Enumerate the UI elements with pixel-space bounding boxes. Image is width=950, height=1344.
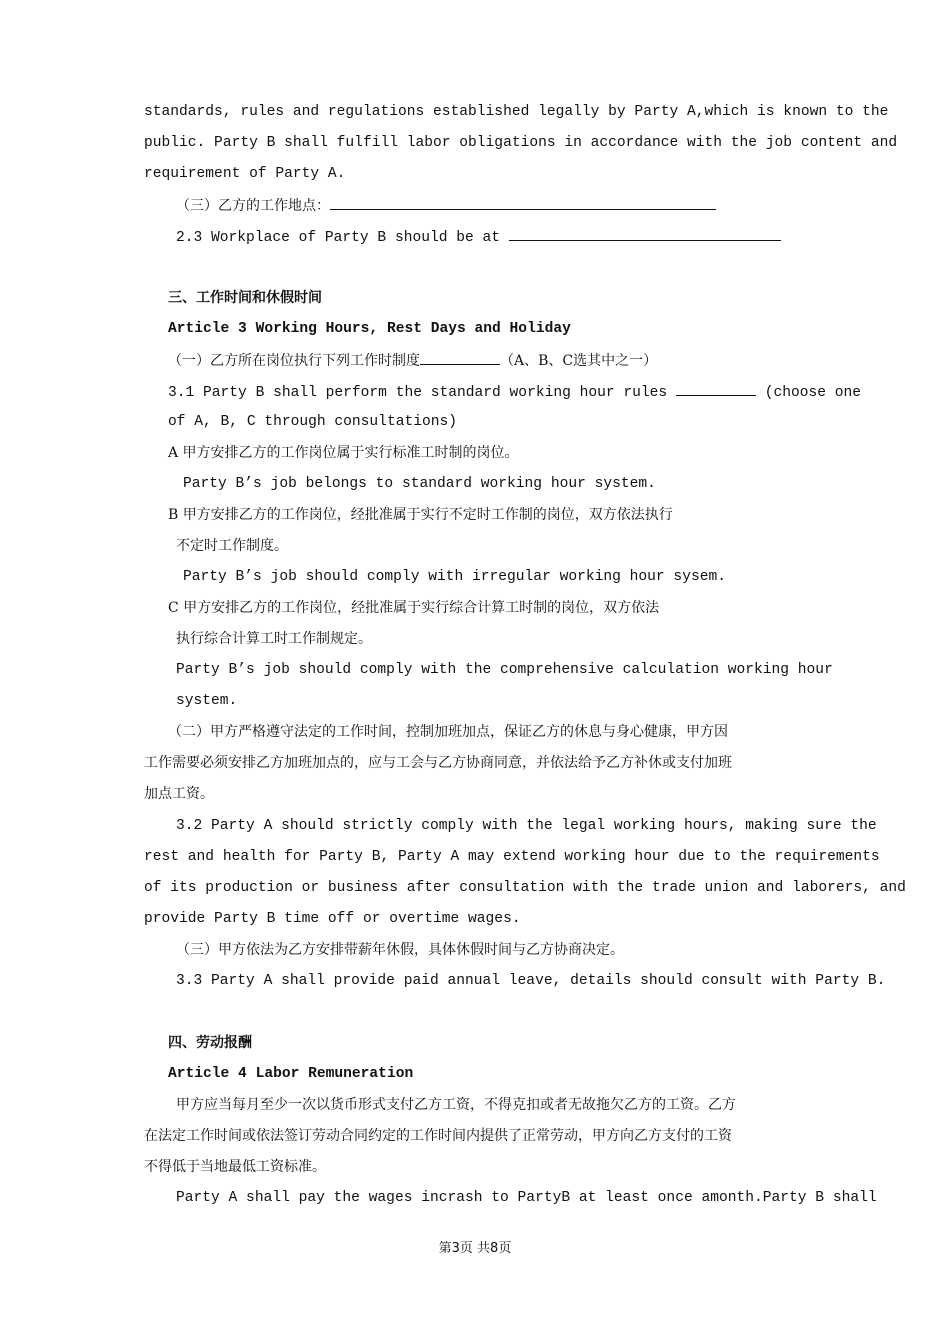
paragraph-line: standards, rules and regulations established legally by Party A,which is known to the [144, 104, 889, 120]
clause-3-2-en-cont: of its production or business after consultation with the trade union and laborers, and [144, 880, 906, 896]
article-4-en: Party A shall pay the wages incrash to PartyB at least once amonth.Party B shall [176, 1190, 877, 1206]
article-4-cn-cont: 在法定工作时间或依法签订劳动合同约定的工作时间内提供了正常劳动，甲方向乙方支付的工资 [144, 1128, 732, 1144]
workplace-cn [176, 195, 716, 216]
hour-system-en-blank [676, 381, 756, 396]
article-4-cn-cont: 不得低于当地最低工资标准。 [144, 1159, 326, 1175]
option-c-cn-cont: 执行综合计算工时工作制规定。 [176, 631, 372, 647]
article-3-heading-cn: 三、工作时间和休假时间 [168, 290, 322, 306]
workplace-blank [330, 195, 716, 210]
workplace-cn-label: （三）乙方的工作地点： [176, 198, 330, 214]
workplace-en-label: 2.3 Workplace of Party B should be at [176, 230, 501, 246]
option-c-cn: C 甲方安排乙方的工作岗位，经批准属于实行综合计算工时制的岗位，双方依法 [168, 600, 660, 616]
clause-3-1-en-cont: of A, B, C through consultations) [168, 414, 458, 430]
clause-3-2-en: 3.2 Party A should strictly comply with the legal working hours, making sure the [176, 818, 877, 834]
clause-3-2-en-cont: provide Party B time off or overtime wages. [144, 911, 521, 927]
paragraph-line: public. Party B shall fulfill labor obligations in accordance with the job content and [144, 135, 898, 151]
article-4-heading-cn: 四、劳动报酬 [168, 1035, 252, 1051]
clause-3-3-en: 3.3 Party A shall provide paid annual leave, details should consult with Party B. [176, 973, 886, 989]
article-4-heading-en: Article 4 Labor Remuneration [168, 1066, 414, 1082]
clause-3-2-en-cont: rest and health for Party B, Party A may extend working hour due to the requirements [144, 849, 880, 865]
paragraph-line: requirement of Party A. [144, 166, 346, 182]
option-b-cn-cont: 不定时工作制度。 [176, 538, 288, 554]
clause-3-2-cn-cont: 加点工资。 [144, 786, 214, 802]
option-a-en: Party B’s job belongs to standard working hour system. [183, 476, 656, 492]
clause-text: （A、B、C选其中之一） [500, 353, 658, 369]
clause-3-2-cn: （二）甲方严格遵守法定的工作时间，控制加班加点，保证乙方的休息与身心健康，甲方因 [168, 724, 728, 740]
option-b-cn: B 甲方安排乙方的工作岗位，经批准属于实行不定时工作制的岗位，双方依法执行 [168, 507, 673, 523]
option-a-cn: A 甲方安排乙方的工作岗位属于实行标准工时制的岗位。 [168, 445, 519, 461]
hour-system-blank [420, 350, 500, 365]
option-c-en-cont: system. [176, 693, 238, 709]
clause-3-2-cn-cont: 工作需要必须安排乙方加班加点的，应与工会与乙方协商同意，并依法给予乙方补休或支付加班 [144, 755, 732, 771]
article-3-heading-en: Article 3 Working Hours, Rest Days and Holiday [168, 321, 571, 337]
workplace-en [176, 226, 781, 248]
clause-3-1-en [168, 381, 861, 403]
option-c-en: Party B’s job should comply with the comprehensive calculation working hour [176, 662, 833, 678]
clause-3-1-cn [168, 350, 657, 371]
clause-3-3-cn: （三）甲方依法为乙方安排带薪年休假，具体休假时间与乙方协商决定。 [176, 942, 624, 958]
clause-text: 3.1 Party B shall perform the standard working hour rules [168, 385, 668, 401]
option-b-en: Party B’s job should comply with irregular working hour sysem. [183, 569, 726, 585]
clause-text: （一）乙方所在岗位执行下列工作时制度 [168, 353, 420, 369]
article-4-cn: 甲方应当每月至少一次以货币形式支付乙方工资，不得克扣或者无故拖欠乙方的工资。乙方 [176, 1097, 736, 1113]
workplace-en-blank [509, 226, 781, 241]
page-number: 第3页 共8页 [438, 1241, 512, 1256]
clause-text: (choose one [764, 385, 862, 401]
